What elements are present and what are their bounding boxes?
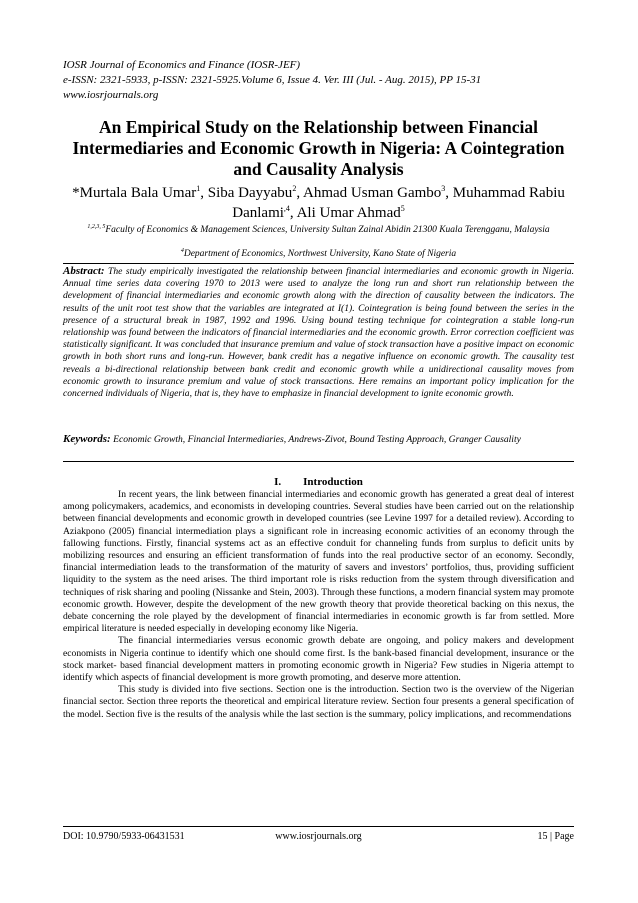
author-name: *Murtala Bala Umar <box>72 185 197 201</box>
divider-bottom <box>63 461 574 462</box>
footer-rule <box>63 826 574 827</box>
divider-top <box>63 263 574 264</box>
affiliation-marker: 4 <box>180 247 184 254</box>
footer-doi: DOI: 10.9790/5933-06431531 <box>63 831 185 842</box>
affiliation-text: Faculty of Economics & Management Sciences, University Sultan Zainal Abidin 21300 Kuala Terengganu, Malaysia <box>105 225 550 235</box>
keywords-label: Keywords: <box>63 433 111 445</box>
footer-page-number: 15 | Page <box>537 831 574 842</box>
abstract-text: The study empirically investigated the relationship between financial intermediaries and economic growth in Nigeria. Annual time series data covering 1970 to 2013 were used to analyze the long run and short run relationship between the development of financial intermediaries and economic growth along with the direction of causality between the indicators. The results of the unit root test show that the variables are integrated at I(1). Cointegration is being found between the series in the presence of a structural break in 1987, 1992 and 1996. Using bound testing technique for cointegration a stable long-run relationship was found between the indicators of financial intermediaries and the economic growth. Error correction coefficient was statistically significant. It was concluded that insurance premium and value of stock transaction have a positive impact on economic growth in both short runs and long-run. However, bank credit has a negative influence on economic growth. The causality test reveals a bi-directional relationship between bank credit and economic growth while a unidirectional causality moves from economic growth to insurance premium and value of stock transactions. Here remains an important policy implication for the concerned individuals of Nigeria, that is, they have to emphasize in financial development to ignite economic growth. <box>63 266 574 400</box>
section-number: I. <box>274 476 282 488</box>
footer-website: www.iosrjournals.org <box>275 831 362 842</box>
affiliation-marker: 1,2,3, 5 <box>87 223 106 230</box>
author-name: , Ahmad Usman Gambo <box>296 185 442 201</box>
abstract <box>63 265 574 400</box>
introduction-body <box>63 489 574 721</box>
journal-header <box>63 58 583 103</box>
author-affil-marker: 5 <box>400 204 405 213</box>
section-heading <box>63 476 574 489</box>
section-title: Introduction <box>303 476 363 488</box>
author-name: , Siba Dayyabu <box>200 185 293 201</box>
author-name: , Ali Umar Ahmad <box>289 205 401 221</box>
author-affil-marker: 3 <box>441 184 446 193</box>
journal-name: IOSR Journal of Economics and Finance (IOSR-JEF) <box>63 59 301 71</box>
author-affil-marker: ,4 <box>283 204 290 213</box>
keywords-text: Economic Growth, Financial Intermediaries, Andrews-Zivot, Bound Testing Approach, Granger Causality <box>113 434 521 445</box>
journal-website: www.iosrjournals.org <box>63 89 159 101</box>
keywords <box>63 433 574 446</box>
paper-title: An Empirical Study on the Relationship between Financial Intermediaries and Economic Growth in Nigeria: A Cointegration and Causality Analysis <box>72 117 565 179</box>
paragraph: The financial intermediaries versus economic growth debate are ongoing, and policy makers and development economists in Nigeria continue to identify which one should come first. Is the bank-based financial development, insurance or the stock market- based financial development matters in promoting economic growth in Nigeria? Few studies in Nigeria attempt to identify which aspects of financial development is more growth promoting, and deserve more attention. <box>63 635 574 684</box>
author-name: , Muhammad Rabiu Danlami <box>232 185 565 221</box>
affiliation-2 <box>63 248 574 260</box>
abstract-label: Abstract: <box>63 265 105 277</box>
affiliation-text: Department of Economics, Northwest University, Kano State of Nigeria <box>183 249 457 259</box>
paragraph: In recent years, the link between financial intermediaries and economic growth has generated a great deal of interest among policymakers, academics, and economists in developing countries. Several studies have been carried out on the relationship between financial developments and economic growth in developed countries (see Levine 1997 for a detailed review). According to Aziakpono (2005) financial intermediation plays a significant role in increasing economic activities of an economy through the fallowing functions. Firstly, financial systems act as an effective conduit for channeling funds from surplus to deficit units by mobilizing resources and ensuring an efficient transformation of funds into the real productive sector of an economy. Secondly, financial intermediation leads to the transformation of the maturity of savers and investors’ portfolios, thus, providing sufficient liquidity to the system as the need arises. The third important role is risks reduction from the system through diversification and techniques of risk sharing and pooling (Nissanke and Stein, 2003). Through these functions, a modern financial system may promote economic growth. However, despite the development of the new growth theory that provide theoretical backing on this nexus, the debate concerning the role played by the development of financial intermediaries in economic growth is far from settled. More empirical literature is needed especially in developing economy like Nigeria. <box>63 489 574 635</box>
affiliation-1 <box>63 224 574 236</box>
author-list <box>63 183 574 223</box>
paragraph: This study is divided into five sections. Section one is the introduction. Section two is the overview of the Nigerian financial sector. Section three reports the theoretical and empirical literature review. Section four presents a general specification of the model. Section five is the results of the analysis while the last section is the summary, policy implications, and recommendations <box>63 684 574 720</box>
author-affil-marker: 2 <box>292 184 297 193</box>
author-affil-marker: 1 <box>196 184 201 193</box>
journal-issn-volume: e-ISSN: 2321-5933, p-ISSN: 2321-5925.Volume 6, Issue 4. Ver. III (Jul. - Aug. 2015), PP 15-31 <box>63 74 482 86</box>
